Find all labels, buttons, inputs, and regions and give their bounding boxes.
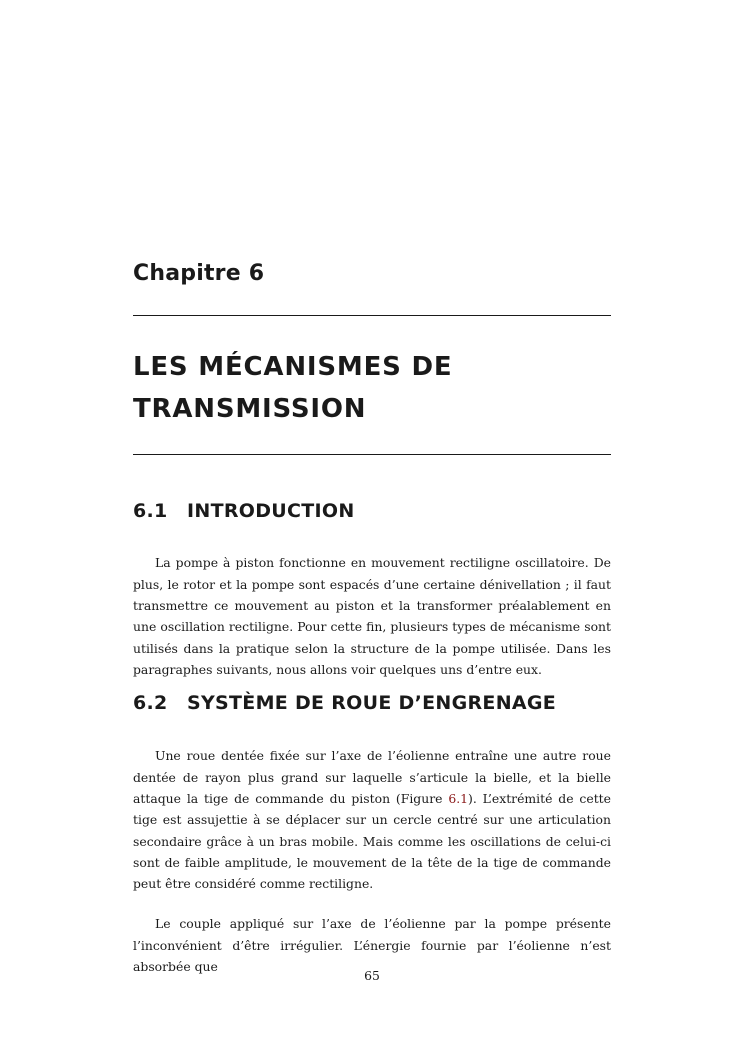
document-page xyxy=(133,0,611,1053)
section-title: INTRODUCTION xyxy=(187,500,355,522)
paragraph-torque: Le couple appliqué sur l’axe de l’éolienne par la pompe présente l’inconvénient d’être irrégulier. L’énergie fournie par l’éolienne n’est absorbée que xyxy=(133,916,611,974)
section-heading-gear-system xyxy=(133,692,556,714)
figure-reference-link[interactable]: 6.1 xyxy=(448,790,469,806)
paragraph-text: ). L’extrémité de cette tige est assujettie à se déplacer sur un cercle centré sur une articulation secondaire grâce à un bras mobile. Mais comme les oscillations de celui-ci sont de faible amplitude, le mouvement de la tête de la tige de commande peut être considéré comme rectiligne. xyxy=(133,790,611,892)
chapter-label: Chapitre 6 xyxy=(133,261,265,286)
chapter-title: LES MÉCANISMES DE TRANSMISSION xyxy=(133,352,453,424)
section-title: SYSTÈME DE ROUE D’ENGRENAGE xyxy=(187,692,557,714)
chapter-rule-top xyxy=(133,315,611,316)
section-heading-introduction xyxy=(133,500,355,522)
paragraph-gear-system xyxy=(133,745,611,894)
paragraph-introduction: La pompe à piston fonctionne en mouvement rectiligne oscillatoire. De plus, le rotor et la pompe sont espacés d’une certaine dénivellation ; il faut transmettre ce mouvement au piston et la transformer préalablement en une oscillation rectiligne. Pour cette fin, plusieurs types de mécanisme sont utilisés dans la pratique selon la structure de la pompe utilisée. Dans les paragraphes suivants, nous allons voir quelques uns d’entre eux. xyxy=(133,555,611,677)
section-number: 6.1 xyxy=(133,500,168,522)
page-number: 65 xyxy=(364,968,380,983)
paragraph-text: Une roue dentée fixée sur l’axe de l’éolienne entraîne une autre roue dentée de rayon plus grand sur laquelle s’articule la bielle, et la bielle attaque la tige de commande du piston (Figure xyxy=(133,748,611,806)
section-number: 6.2 xyxy=(133,692,168,714)
chapter-rule-bottom xyxy=(133,454,611,455)
